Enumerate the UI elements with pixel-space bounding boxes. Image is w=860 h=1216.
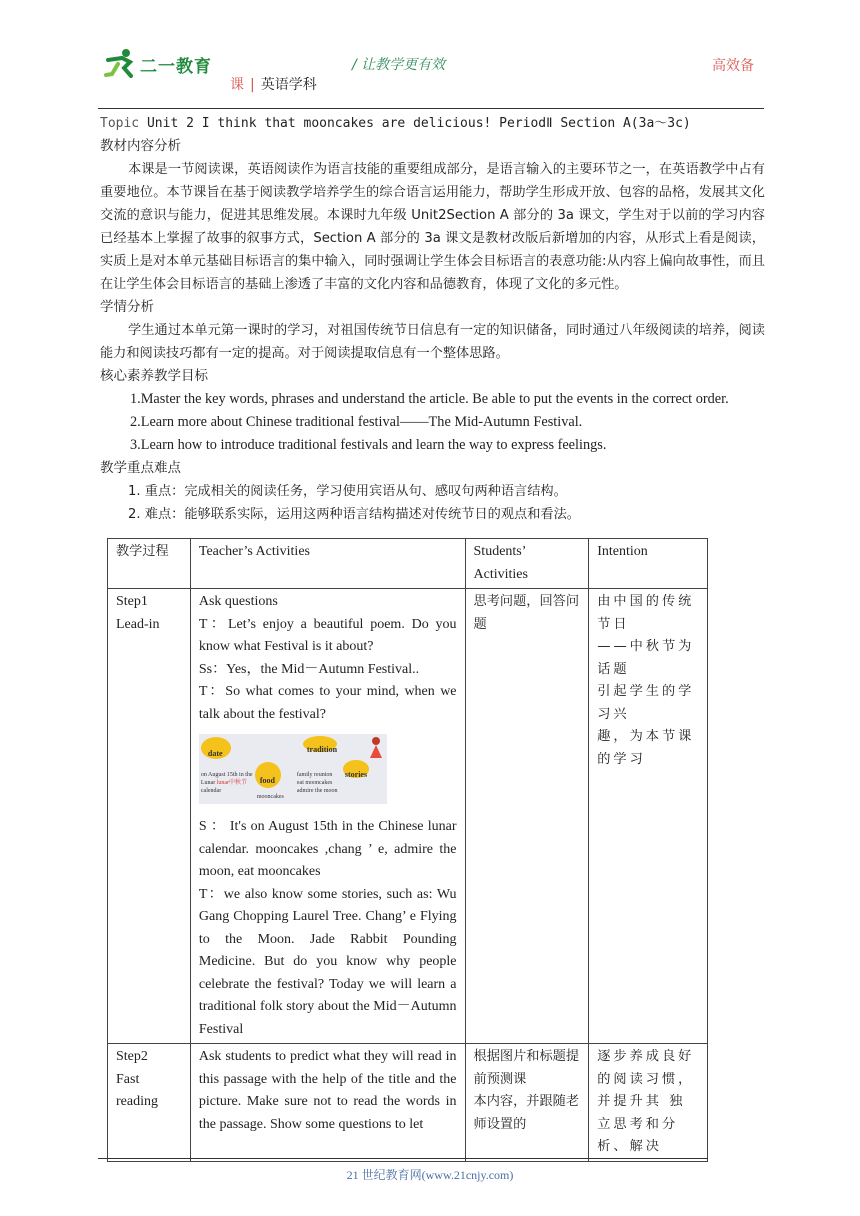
mindmap-tradition-detail-1: family reunion: [296, 772, 333, 778]
subject-line: [230, 74, 317, 94]
goal-item: 3.Learn how to introduce traditional festivals and learn the way to express feelings.: [130, 437, 607, 453]
analysis-title: 教材内容分析: [100, 138, 181, 154]
header-teacher: Teacher’s Activities: [190, 539, 465, 589]
runner-icon: [104, 48, 138, 78]
lesson-plan-table: [107, 538, 708, 1162]
mindmap-date-detail-1: on August 15th in the: [200, 772, 253, 778]
intention-line: 趣，为本节课的学习: [597, 729, 695, 767]
mindmap-date: date: [207, 749, 223, 758]
analysis-text: 本课是一节阅读课，英语阅读作为语言技能的重要组成部分，是语言输入的主要环节之一，在英语教学中占有重要地位。本节课旨在基于阅读教学培养学生的综合语言运用能力，帮助学生形成开放、包容的品格，发展其文化交流的意识与能力，促进其思维发展。本课时九年级 Unit2Section A 部分的 3a 课文，学生对于以前的学习内容已经基本上掌握了故事的叙事方式，Section A 部分的 3a 课文是教材改版后新增加的内容，从形式上看是阅读，实质上是对本单元基础目标语言的集中输入，同时强调让学生体会目标语言的表意功能:从内容上偏向故事性，而且在让学生体会目标语言的基础上渗透了丰富的文化内容和品德教育，体现了文化的多元性。: [100, 162, 765, 292]
header-divider: [98, 108, 764, 109]
table-header-row: [108, 539, 708, 589]
table-row: [108, 1044, 708, 1162]
teacher-line: T：we also know some stories, such as: Wu Gang Chopping Laurel Tree. Chang’ e Flying to the Moon. Jade Rabbit Pounding Medicine. But do you know why people celebrate the festival? Today we will learn a traditional folk story about the Mid－Autumn Festival: [198, 886, 457, 1037]
brand-logo: [104, 48, 224, 84]
logo-text: 二一教育: [140, 57, 212, 77]
step-cell: [108, 589, 191, 1044]
header-right-tag: 高效备: [712, 58, 754, 74]
students-text: 学生通过本单元第一课时的学习，对祖国传统节日信息有一定的知识储备，同时通过八年级阅读的培养，阅读能力和阅读技巧都有一定的提高。对于阅读提取信息有一个整体思路。: [100, 323, 765, 361]
topic-label: Topic: [100, 116, 140, 131]
students-activities-cell: [465, 1044, 589, 1162]
mindmap-tradition: tradition: [306, 745, 338, 754]
subject-name: 英语学科: [260, 77, 317, 93]
festival-mindmap-image: [199, 734, 387, 804]
goals-title: 核心素养教学目标: [100, 368, 208, 384]
change-figure-icon: [367, 736, 385, 760]
step-cell: [108, 1044, 191, 1162]
header-students: Students’ Activities: [465, 539, 589, 589]
intention-cell: 逐步养成良好的阅读习惯，并提升其 独立思考和分析、解决: [589, 1044, 708, 1162]
mindmap-food-detail: mooncakes: [256, 794, 284, 800]
teacher-line: Ask questions: [198, 594, 278, 609]
teacher-line: Ss：Yes，the Mid－Autumn Festival..: [198, 661, 420, 677]
intention-cell: [589, 589, 708, 1044]
intention-line: 由中国的传统节日: [597, 594, 695, 632]
step-subtitle: reading: [116, 1094, 158, 1109]
mindmap-tradition-detail-3: admire the moon: [296, 788, 338, 794]
header-intention: Intention: [589, 539, 708, 589]
mindmap-food: food: [259, 776, 275, 785]
topic-text: Unit 2 I think that mooncakes are delicious! PeriodⅡ Section A(3a～3c): [146, 116, 691, 131]
table-row: [108, 589, 708, 1044]
difficulty-title: 教学重点难点: [100, 460, 181, 476]
document-body: [100, 112, 765, 526]
difficulty-item: 1. 重点：完成相关的阅读任务，学习使用宾语从句、感叹句两种语言结构。: [128, 484, 567, 499]
mindmap-tradition-detail-2: eat mooncakes: [296, 780, 333, 786]
step-subtitle: Fast: [116, 1071, 140, 1087]
mindmap-date-detail-2: Lunar lunar中秋节: [200, 780, 248, 786]
teacher-line: T：Let’s enjoy a beautiful poem. Do you know what Festival is it about?: [198, 616, 457, 654]
topic-line: [100, 112, 765, 135]
subject-separator: |: [250, 77, 255, 93]
students-line: 本内容，并跟随老师设置的: [473, 1094, 580, 1132]
mindmap-red-tag: lunar中秋节: [216, 780, 248, 786]
students-line: 根据图片和标题提前预测课: [473, 1049, 580, 1087]
header-process: 教学过程: [108, 539, 191, 589]
step-name: Step1: [116, 594, 148, 609]
step-subtitle: Lead-in: [116, 616, 160, 632]
goal-item: 1.Master the key words, phrases and understand the article. Be able to put the events in the correct order.: [130, 391, 729, 407]
students-activities-cell: 思考问题，回答问题: [465, 589, 589, 1044]
step-name: Step2: [116, 1049, 148, 1064]
difficulty-item: 2. 难点：能够联系实际，运用这两种语言结构描述对传统节日的观点和看法。: [128, 507, 580, 522]
goal-item: 2.Learn more about Chinese traditional festival——The Mid-Autumn Festival.: [130, 414, 583, 430]
mindmap-stories: stories: [344, 770, 368, 779]
teacher-activities-cell: Ask students to predict what they will read in this passage with the help of the title and the picture. Make sure not to read the words in the passage. Show some questions to let: [190, 1044, 465, 1162]
subject-prefix: 课: [230, 77, 244, 93]
footer-source: 21 世纪教育网(www.21cnjy.com): [346, 1168, 514, 1182]
page-header: [0, 0, 860, 112]
slogan: / 让教学更有效: [352, 57, 446, 73]
teacher-line: S ： It's on August 15th in the Chinese lunar calendar. mooncakes ,chang ’ e, admire the moon, eat mooncakes: [198, 819, 457, 879]
intention-line: ——中秋节为话题: [597, 639, 695, 677]
intention-line: 引起学生的学习兴: [597, 684, 695, 722]
footer-divider: [98, 1158, 708, 1159]
teacher-activities-cell: [190, 589, 465, 1044]
students-title: 学情分析: [100, 299, 154, 315]
mindmap-date-detail-3: calendar: [200, 788, 222, 794]
teacher-line: T：So what comes to your mind, when we talk about the festival?: [198, 684, 457, 722]
